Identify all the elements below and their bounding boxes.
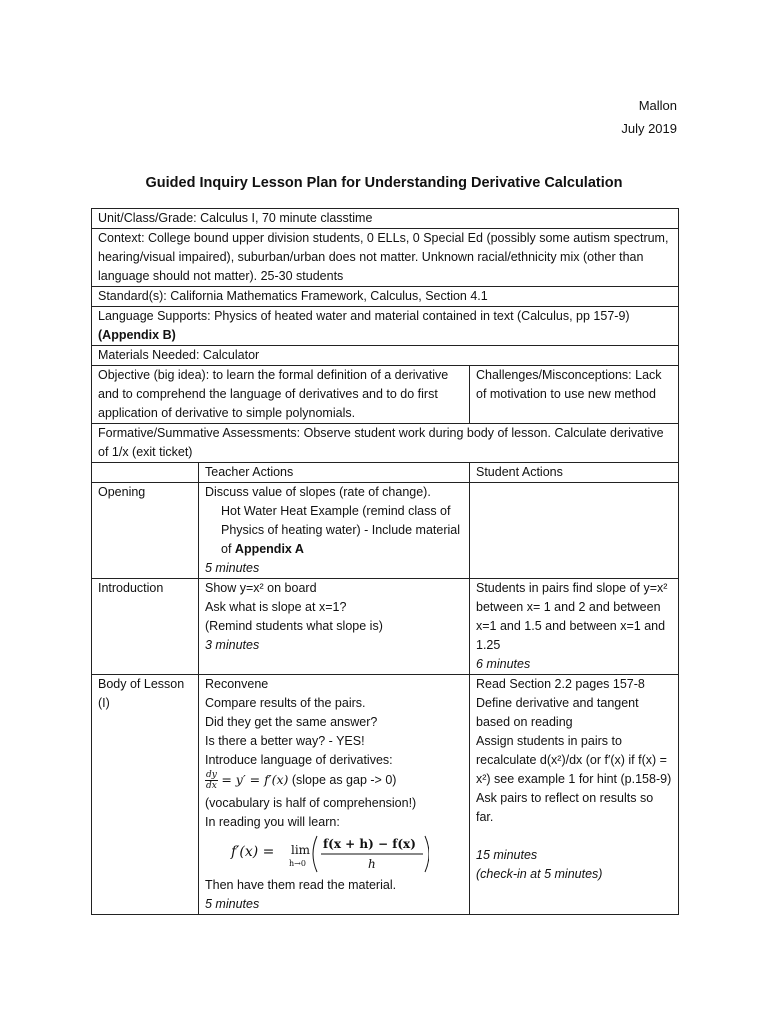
empty-header-cell — [92, 463, 199, 483]
introduction-teacher-line: Ask what is slope at x=1? — [205, 600, 347, 614]
unit-cell: Unit/Class/Grade: Calculus I, 70 minute classtime — [92, 209, 679, 229]
language-supports-row — [92, 307, 679, 346]
limit-formula-graphic — [229, 832, 429, 876]
teacher-actions-header: Teacher Actions — [199, 463, 470, 483]
body-teacher-line: Is there a better way? - YES! — [205, 734, 365, 748]
opening-time: 5 minutes — [205, 561, 260, 575]
opening-teacher-cell — [199, 483, 470, 579]
language-supports-cell — [92, 307, 679, 346]
standards-cell: Standard(s): California Mathematics Framework, Calculus, Section 4.1 — [92, 287, 679, 307]
fraction-numerator: dy — [206, 770, 217, 781]
body-student-line: Assign students in pairs to recalculate d(x²)/dx (or f′(x) if f(x) = x²) see example 1 for hint (p.158-9) — [476, 734, 672, 786]
limit-numerator: f(x + h) − f(x) — [323, 837, 416, 851]
body-teacher-line: Did they get the same answer? — [205, 715, 378, 729]
opening-row — [92, 483, 679, 579]
body-teacher-line: Then have them read the material. — [205, 878, 397, 892]
objective-row — [92, 366, 679, 424]
document-header — [621, 94, 677, 140]
body-teacher-line: Reconvene — [205, 677, 269, 691]
body-teacher-line: (vocabulary is half of comprehension!) — [205, 796, 417, 810]
dy-dx-fraction — [205, 770, 218, 791]
context-cell: Context: College bound upper division students, 0 ELLs, 0 Special Ed (possibly some autism spectrum, hearing/visual impaired), suburban/urban does not matter. Unknown racial/ethnicity mix (other than language should not matter). 25-30 students — [92, 229, 679, 287]
body-student-cell — [470, 675, 679, 915]
body-of-lesson-label: Body of Lesson (I) — [92, 675, 199, 915]
introduction-teacher-cell — [199, 579, 470, 675]
introduction-student-time: 6 minutes — [476, 657, 531, 671]
standards-row — [92, 287, 679, 307]
context-row — [92, 229, 679, 287]
limit-denominator: h — [368, 857, 376, 871]
author-name: Mallon — [638, 98, 677, 113]
challenges-cell: Challenges/Misconceptions: Lack of motivation to use new method — [470, 366, 679, 424]
objective-cell: Objective (big idea): to learn the formal definition of a derivative and to comprehend the language of derivatives and to do first application of derivative to simple polynomials. — [92, 366, 470, 424]
opening-teacher-example — [205, 502, 463, 559]
body-teacher-cell — [199, 675, 470, 915]
introduction-row — [92, 579, 679, 675]
opening-student-cell — [470, 483, 679, 579]
introduction-time: 3 minutes — [205, 638, 260, 652]
limit-lhs: f′(x) = — [231, 844, 275, 860]
assessments-row — [92, 424, 679, 463]
derivative-notation-formula — [205, 770, 463, 794]
column-header-row — [92, 463, 679, 483]
opening-label: Opening — [92, 483, 199, 579]
body-student-line: Ask pairs to reflect on results so far. — [476, 791, 654, 824]
unit-row — [92, 209, 679, 229]
body-teacher-line: Introduce language of derivatives: — [205, 753, 393, 767]
spacer — [476, 827, 672, 846]
limit-subscript: h→0 — [289, 859, 306, 868]
body-teacher-line: In reading you will learn: — [205, 815, 340, 829]
limit-word: lim — [291, 843, 311, 857]
body-student-checkin: (check-in at 5 minutes) — [476, 867, 603, 881]
opening-teacher-example-text: Hot Water Heat Example (remind class of Physics of heating water) - Include material of — [221, 504, 460, 556]
opening-teacher-line: Discuss value of slopes (rate of change). — [205, 485, 431, 499]
introduction-teacher-line: Show y=x² on board — [205, 581, 317, 595]
materials-row — [92, 346, 679, 366]
materials-cell: Materials Needed: Calculator — [92, 346, 679, 366]
appendix-b-ref: (Appendix B) — [98, 328, 176, 342]
introduction-student-cell — [470, 579, 679, 675]
limit-definition-formula — [205, 832, 463, 876]
document-title: Guided Inquiry Lesson Plan for Understanding Derivative Calculation — [145, 175, 623, 191]
derivative-notation: = y′ = f′(x) — [221, 772, 289, 787]
appendix-a-ref: Appendix A — [234, 542, 304, 556]
body-of-lesson-row — [92, 675, 679, 915]
slope-note: (slope as gap -> 0) — [288, 773, 397, 787]
introduction-student-text: Students in pairs find slope of y=x² between x= 1 and 2 and between x=1 and 1.5 and between x=1 and 1.25 — [476, 581, 668, 652]
language-supports-text: Language Supports: Physics of heated water and material contained in text (Calculus, pp 157-9) — [98, 309, 630, 323]
body-student-line: Read Section 2.2 pages 157-8 — [476, 677, 645, 691]
introduction-label: Introduction — [92, 579, 199, 675]
introduction-teacher-line: (Remind students what slope is) — [205, 619, 383, 633]
body-teacher-time: 5 minutes — [205, 897, 260, 911]
right-paren — [425, 836, 429, 872]
body-student-time: 15 minutes — [476, 848, 538, 862]
assessments-cell: Formative/Summative Assessments: Observe student work during body of lesson. Calculate derivative of 1/x (exit ticket) — [92, 424, 679, 463]
left-paren — [313, 836, 317, 872]
body-teacher-line: Compare results of the pairs. — [205, 696, 366, 710]
fraction-denominator: dx — [206, 781, 217, 792]
document-date: July 2019 — [621, 121, 677, 136]
body-student-line: Define derivative and tangent based on reading — [476, 696, 639, 729]
lesson-plan-table — [91, 208, 679, 915]
student-actions-header: Student Actions — [470, 463, 679, 483]
